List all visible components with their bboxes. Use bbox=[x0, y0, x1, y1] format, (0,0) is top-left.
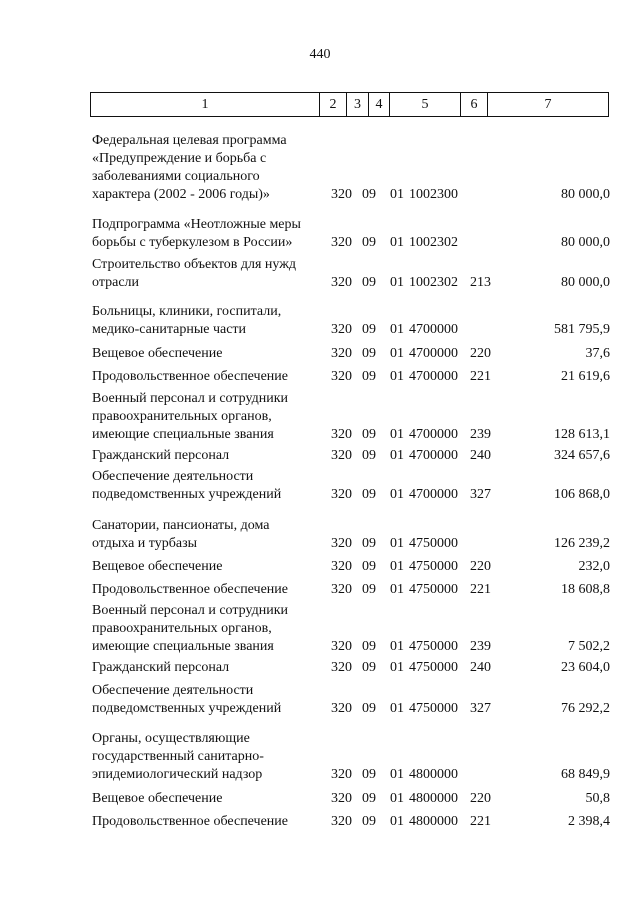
cell-c4: 01 bbox=[390, 187, 404, 202]
column-header-6: 6 bbox=[461, 93, 488, 116]
table-row bbox=[0, 132, 640, 204]
row-name: Санатории, пансионаты, дома отдыха и турбазы bbox=[92, 518, 270, 551]
cell-c2: 320 bbox=[331, 660, 352, 675]
cell-c7: 7 502,2 bbox=[568, 639, 610, 654]
cell-c7: 324 657,6 bbox=[554, 448, 610, 463]
row-name: Органы, осуществляющие государственный санитарно- эпидемиологический надзор bbox=[92, 731, 264, 782]
table-row bbox=[0, 345, 640, 363]
cell-c4: 01 bbox=[390, 487, 404, 502]
cell-c4: 01 bbox=[390, 639, 404, 654]
cell-c6: 220 bbox=[470, 791, 491, 806]
cell-c2: 320 bbox=[331, 639, 352, 654]
column-header-1: 1 bbox=[91, 93, 320, 116]
cell-c7: 80 000,0 bbox=[561, 275, 610, 290]
cell-c3: 09 bbox=[362, 814, 376, 829]
row-name: Обеспечение деятельности подведомственных учреждений bbox=[92, 683, 282, 716]
cell-c5: 4750000 bbox=[409, 660, 458, 675]
cell-c2: 320 bbox=[331, 536, 352, 551]
cell-c6: 239 bbox=[470, 427, 491, 442]
column-header-4: 4 bbox=[369, 93, 390, 116]
cell-c7: 128 613,1 bbox=[554, 427, 610, 442]
cell-c7: 21 619,6 bbox=[561, 369, 610, 384]
cell-c4: 01 bbox=[390, 427, 404, 442]
cell-c3: 09 bbox=[362, 369, 376, 384]
cell-c5: 4700000 bbox=[409, 322, 458, 337]
table-row bbox=[0, 813, 640, 831]
cell-c3: 09 bbox=[362, 322, 376, 337]
row-name: Гражданский персонал bbox=[92, 448, 230, 463]
cell-c4: 01 bbox=[390, 235, 404, 250]
cell-c5: 4800000 bbox=[409, 814, 458, 829]
row-name: Строительство объектов для нужд отрасли bbox=[92, 257, 297, 290]
cell-c5: 1002302 bbox=[409, 275, 458, 290]
cell-c3: 09 bbox=[362, 701, 376, 716]
cell-c3: 09 bbox=[362, 448, 376, 463]
cell-c3: 09 bbox=[362, 275, 376, 290]
cell-c4: 01 bbox=[390, 536, 404, 551]
row-name: Вещевое обеспечение bbox=[92, 559, 223, 574]
cell-c6: 220 bbox=[470, 559, 491, 574]
cell-c4: 01 bbox=[390, 814, 404, 829]
cell-c6: 221 bbox=[470, 369, 491, 384]
cell-c2: 320 bbox=[331, 346, 352, 361]
cell-c3: 09 bbox=[362, 235, 376, 250]
cell-c5: 4750000 bbox=[409, 701, 458, 716]
cell-c7: 37,6 bbox=[585, 346, 610, 361]
cell-c5: 4750000 bbox=[409, 639, 458, 654]
cell-c6: 221 bbox=[470, 814, 491, 829]
column-header-3: 3 bbox=[347, 93, 369, 116]
cell-c7: 80 000,0 bbox=[561, 235, 610, 250]
cell-c5: 1002302 bbox=[409, 235, 458, 250]
cell-c7: 50,8 bbox=[585, 791, 610, 806]
cell-c6: 213 bbox=[470, 275, 491, 290]
cell-c6: 221 bbox=[470, 582, 491, 597]
cell-c3: 09 bbox=[362, 487, 376, 502]
cell-c5: 4750000 bbox=[409, 559, 458, 574]
row-name: Продовольственное обеспечение bbox=[92, 369, 288, 384]
cell-c2: 320 bbox=[331, 275, 352, 290]
cell-c4: 01 bbox=[390, 346, 404, 361]
cell-c4: 01 bbox=[390, 559, 404, 574]
cell-c4: 01 bbox=[390, 701, 404, 716]
cell-c7: 18 608,8 bbox=[561, 582, 610, 597]
cell-c4: 01 bbox=[390, 582, 404, 597]
table-row bbox=[0, 368, 640, 386]
row-name: Обеспечение деятельности подведомственных учреждений bbox=[92, 469, 282, 502]
cell-c4: 01 bbox=[390, 275, 404, 290]
column-header-7: 7 bbox=[544, 97, 552, 112]
table-row bbox=[0, 790, 640, 808]
cell-c3: 09 bbox=[362, 660, 376, 675]
cell-c6: 327 bbox=[470, 701, 491, 716]
table-row bbox=[0, 581, 640, 599]
cell-c3: 09 bbox=[362, 767, 376, 782]
cell-c5: 4800000 bbox=[409, 791, 458, 806]
cell-c7: 106 868,0 bbox=[554, 487, 610, 502]
table-row bbox=[0, 256, 640, 292]
column-header-5: 5 bbox=[390, 93, 461, 116]
cell-c3: 09 bbox=[362, 427, 376, 442]
cell-c5: 4700000 bbox=[409, 346, 458, 361]
cell-c3: 09 bbox=[362, 187, 376, 202]
cell-c4: 01 bbox=[390, 791, 404, 806]
table-row bbox=[0, 303, 640, 339]
cell-c4: 01 bbox=[390, 322, 404, 337]
cell-c7: 126 239,2 bbox=[554, 536, 610, 551]
row-name: Федеральная целевая программа «Предупреждение и борьба с заболеваниями социального характера (2002 - 2006 годы)» bbox=[92, 133, 287, 202]
cell-c2: 320 bbox=[331, 559, 352, 574]
cell-c5: 1002300 bbox=[409, 187, 458, 202]
row-name: Военный персонал и сотрудники правоохранительных органов, имеющие специальные звания bbox=[92, 603, 288, 654]
cell-c5: 4750000 bbox=[409, 582, 458, 597]
cell-c2: 320 bbox=[331, 701, 352, 716]
table-row bbox=[0, 730, 640, 784]
cell-c2: 320 bbox=[331, 791, 352, 806]
cell-c2: 320 bbox=[331, 814, 352, 829]
table-row bbox=[0, 558, 640, 576]
cell-c3: 09 bbox=[362, 536, 376, 551]
cell-c5: 4750000 bbox=[409, 536, 458, 551]
cell-c3: 09 bbox=[362, 346, 376, 361]
cell-c2: 320 bbox=[331, 369, 352, 384]
table-row bbox=[0, 659, 640, 677]
cell-c5: 4800000 bbox=[409, 767, 458, 782]
table-row bbox=[0, 390, 640, 444]
table-row bbox=[0, 216, 640, 252]
cell-c5: 4700000 bbox=[409, 448, 458, 463]
cell-c3: 09 bbox=[362, 582, 376, 597]
cell-c2: 320 bbox=[331, 187, 352, 202]
page-number: 440 bbox=[309, 47, 331, 62]
cell-c4: 01 bbox=[390, 369, 404, 384]
row-name: Вещевое обеспечение bbox=[92, 346, 223, 361]
cell-c2: 320 bbox=[331, 448, 352, 463]
cell-c2: 320 bbox=[331, 322, 352, 337]
cell-c6: 327 bbox=[470, 487, 491, 502]
row-name: Вещевое обеспечение bbox=[92, 791, 223, 806]
cell-c6: 240 bbox=[470, 660, 491, 675]
table-row bbox=[0, 517, 640, 553]
table-row bbox=[0, 602, 640, 656]
cell-c6: 239 bbox=[470, 639, 491, 654]
cell-c2: 320 bbox=[331, 582, 352, 597]
cell-c3: 09 bbox=[362, 639, 376, 654]
cell-c2: 320 bbox=[331, 767, 352, 782]
cell-c7: 581 795,9 bbox=[554, 322, 610, 337]
cell-c7: 80 000,0 bbox=[561, 187, 610, 202]
cell-c3: 09 bbox=[362, 559, 376, 574]
row-name: Военный персонал и сотрудники правоохранительных органов, имеющие специальные звания bbox=[92, 391, 288, 442]
cell-c7: 232,0 bbox=[578, 559, 610, 574]
cell-c2: 320 bbox=[331, 235, 352, 250]
cell-c7: 23 604,0 bbox=[561, 660, 610, 675]
table-row bbox=[0, 468, 640, 504]
cell-c4: 01 bbox=[390, 767, 404, 782]
cell-c6: 220 bbox=[470, 346, 491, 361]
table-row bbox=[0, 447, 640, 465]
cell-c5: 4700000 bbox=[409, 427, 458, 442]
table-row bbox=[0, 682, 640, 718]
row-name: Гражданский персонал bbox=[92, 660, 230, 675]
cell-c4: 01 bbox=[390, 448, 404, 463]
cell-c2: 320 bbox=[331, 427, 352, 442]
cell-c3: 09 bbox=[362, 791, 376, 806]
cell-c7: 2 398,4 bbox=[568, 814, 610, 829]
cell-c2: 320 bbox=[331, 487, 352, 502]
cell-c7: 68 849,9 bbox=[561, 767, 610, 782]
cell-c5: 4700000 bbox=[409, 487, 458, 502]
column-header-2: 2 bbox=[320, 93, 347, 116]
row-name: Продовольственное обеспечение bbox=[92, 582, 288, 597]
cell-c4: 01 bbox=[390, 660, 404, 675]
cell-c6: 240 bbox=[470, 448, 491, 463]
row-name: Больницы, клиники, госпитали, медико-санитарные части bbox=[92, 304, 282, 337]
row-name: Подпрограмма «Неотложные меры борьбы с туберкулезом в России» bbox=[92, 217, 301, 250]
cell-c5: 4700000 bbox=[409, 369, 458, 384]
cell-c7: 76 292,2 bbox=[561, 701, 610, 716]
row-name: Продовольственное обеспечение bbox=[92, 814, 288, 829]
